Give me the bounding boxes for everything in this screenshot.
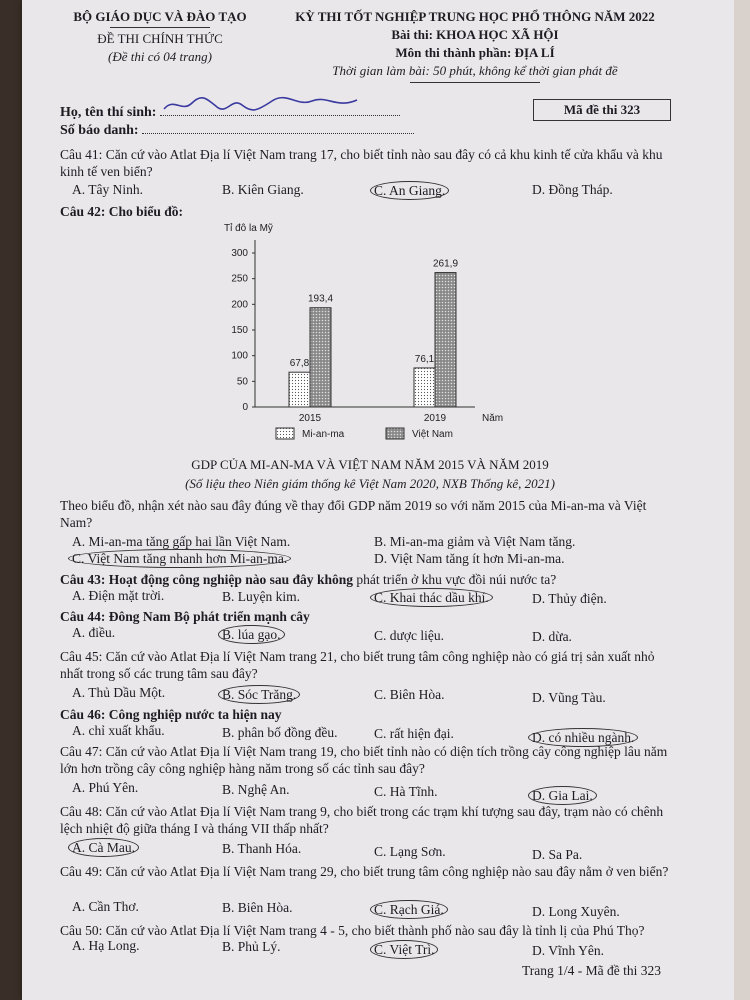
q42-option-c: C. Việt Nam tăng nhanh hơn Mi-an-ma. [72,549,291,568]
question-49: Câu 49: Căn cứ vào Atlat Địa lí Việt Nam trang 29, cho biết trung tâm công nghiệp nào sau đây nằm ở ven biển? [60,864,669,879]
bar-việt-nam-2019 [435,273,456,407]
q41-option-a: A. Tây Ninh. [72,182,143,197]
bar-value-label: 193,4 [307,293,334,305]
q44-option-d: D. dừa. [532,629,572,644]
id-label: Số báo danh: [60,123,143,138]
q45-option-b: B. Sóc Trăng. [222,685,300,704]
question-45: Câu 45: Căn cứ vào Atlat Địa lí Việt Nam trang 21, cho biết trung tâm công nghiệp nào có giá trị sản xuất nhỏ nhất trong số các trung tâm sau đây? [60,649,655,681]
question-46: Câu 46: Công nghiệp nước ta hiện nay [60,707,282,722]
q41-option-d: D. Đồng Tháp. [532,182,613,197]
legend-label: Việt Nam [412,429,453,440]
question-41: Câu 41: Căn cứ vào Atlat Địa lí Việt Nam trang 17, cho biết tỉnh nào sau đây có cả khu kinh tế cửa khẩu và khu kinh tế ven biển? [60,147,663,179]
q44-option-a: A. điều. [72,625,116,640]
header-rule-right [410,82,540,83]
header-rule-left [110,27,210,28]
q50-option-c: C. Việt Trì. [374,940,438,959]
q43-option-c: C. Khai thác dầu khí. [374,588,493,607]
q50-option-d: D. Vĩnh Yên. [532,943,604,958]
q43-option-b: B. Luyện kim. [222,589,300,604]
name-label: Họ, tên thí sinh: [60,105,160,120]
q49-option-b: B. Biên Hòa. [222,900,293,915]
x-category-label: 2019 [423,413,447,424]
y-tick-label: 200 [231,299,248,311]
header-left [60,8,260,66]
bar-value-label: 76,1 [414,353,435,365]
y-tick-label: 0 [242,402,248,413]
y-axis-label: Tỉ đô la Mỹ [224,223,273,234]
y-tick-label: 250 [231,273,248,285]
q47-option-c: C. Hà Tĩnh. [374,784,438,799]
q45-option-d: D. Vũng Tàu. [532,690,606,705]
q50-option-b: B. Phủ Lý. [222,939,281,954]
q46-option-a: A. chỉ xuất khẩu. [72,723,165,738]
subject: Môn thi thành phần: ĐỊA LÍ [395,45,555,60]
q49-option-c: C. Rạch Giá. [374,900,448,919]
q50-option-a: A. Hạ Long. [72,938,140,953]
ministry: BỘ GIÁO DỤC VÀ ĐÀO TẠO [73,9,247,24]
legend-label: Mi-an-ma [302,429,345,440]
q49-option-d: D. Long Xuyên. [532,904,620,919]
question-50: Câu 50: Căn cứ vào Atlat Địa lí Việt Nam trang 4 - 5, cho biết thành phố nào sau đây là tỉnh lị của Phú Thọ? [60,923,645,938]
exam-paper-title: Bài thi: KHOA HỌC XÃ HỘI [391,27,559,42]
next-page-edge [734,0,750,1000]
name-signature [160,105,400,116]
official-label: ĐỀ THI CHÍNH THỨC [97,31,223,46]
q45-option-c: C. Biên Hòa. [374,687,445,702]
x-axis-label: Năm [482,413,504,424]
q47-option-a: A. Phú Yên. [72,780,139,795]
candidate-info [60,104,414,140]
question-44: Câu 44: Đông Nam Bộ phát triển mạnh cây [60,609,310,624]
chart-source: (Số liệu theo Niên giám thống kê Việt Nam 2020, NXB Thống kê, 2021) [185,476,555,491]
y-tick-label: 150 [231,325,248,336]
q46-option-d: D. có nhiều ngành. [532,728,638,747]
question-42: Câu 42: Cho biểu đồ: [60,204,184,219]
q46-option-c: C. rất hiện đại. [374,726,454,741]
q44-option-b: B. lúa gạo. [222,625,285,644]
exam-title: KỲ THI TỐT NGHIỆP TRUNG HỌC PHỔ THÔNG NĂM 2022 [295,9,655,24]
legend-swatch [386,428,404,439]
bar-value-label: 261,9 [432,258,459,270]
q47-option-d: D. Gia Lai. [532,786,597,805]
page-footer: Trang 1/4 - Mã đề thi 323 [522,963,661,978]
time-limit: Thời gian làm bài: 50 phút, không kể thời gian phát đề [332,63,618,78]
q48-option-a: A. Cà Mau. [72,838,139,857]
q43-option-d: D. Thủy điện. [532,591,607,606]
exam-code: Mã đề thi 323 [533,99,671,121]
question-48: Câu 48: Căn cứ vào Atlat Địa lí Việt Nam trang 9, cho biết trong các trạm khí tượng sau đây, trạm nào có chênh lệch nhiệt độ giữa tháng I và tháng VII thấp nhất? [60,804,664,836]
y-tick-label: 300 [231,248,248,259]
pages-note: (Đề thi có 04 trang) [108,49,212,64]
question-47: Câu 47: Căn cứ vào Atlat Địa lí Việt Nam trang 19, cho biết tỉnh nào có diện tích trồng cây công nghiệp lâu năm lớn hơn trồng cây công nghiệp hàng năm trong số các tỉnh sau đây? [60,744,668,776]
y-tick-label: 50 [236,376,248,388]
question-43: Câu 43: Hoạt động công nghiệp nào sau đây không phát triển ở khu vực đồi núi nước ta? [60,572,557,587]
q41-option-b: B. Kiên Giang. [222,182,304,197]
chart-caption: GDP CỦA MI-AN-MA VÀ VIỆT NAM NĂM 2015 VÀ NĂM 2019 [191,457,549,472]
q48-option-d: D. Sa Pa. [532,847,583,862]
q42-prompt: Theo biểu đồ, nhận xét nào sau đây đúng về thay đổi GDP năm 2019 so với năm 2015 của Mi-an-ma và Việt Nam? [60,498,647,530]
bar-mi-an-ma-2019 [414,368,435,407]
id-dots [142,123,414,134]
q45-option-a: A. Thủ Dầu Một. [72,685,166,700]
header-right [270,8,680,80]
q43-option-a: A. Điện mặt trời. [72,588,165,603]
bar-mi-an-ma-2015 [289,372,310,407]
x-category-label: 2015 [298,413,322,424]
q49-option-a: A. Cần Thơ. [72,899,139,914]
y-tick-label: 100 [231,350,248,362]
q41-option-c: C. An Giang. [374,181,449,200]
q48-option-c: C. Lạng Sơn. [374,844,446,859]
bar-việt-nam-2015 [310,308,331,407]
bar-value-label: 67,8 [289,358,310,370]
q46-option-b: B. phân bố đồng đều. [222,725,338,740]
q42-option-d: D. Việt Nam tăng ít hơn Mi-an-ma. [374,551,565,566]
q42-option-b: B. Mi-an-ma giảm và Việt Nam tăng. [374,534,576,549]
legend-swatch [276,428,294,439]
q44-option-c: C. dược liệu. [374,628,444,643]
q48-option-b: B. Thanh Hóa. [222,841,302,856]
q47-option-b: B. Nghệ An. [222,782,290,797]
q42-option-a: A. Mi-an-ma tăng gấp hai lần Việt Nam. [72,534,291,549]
gdp-bar-chart [210,220,510,450]
